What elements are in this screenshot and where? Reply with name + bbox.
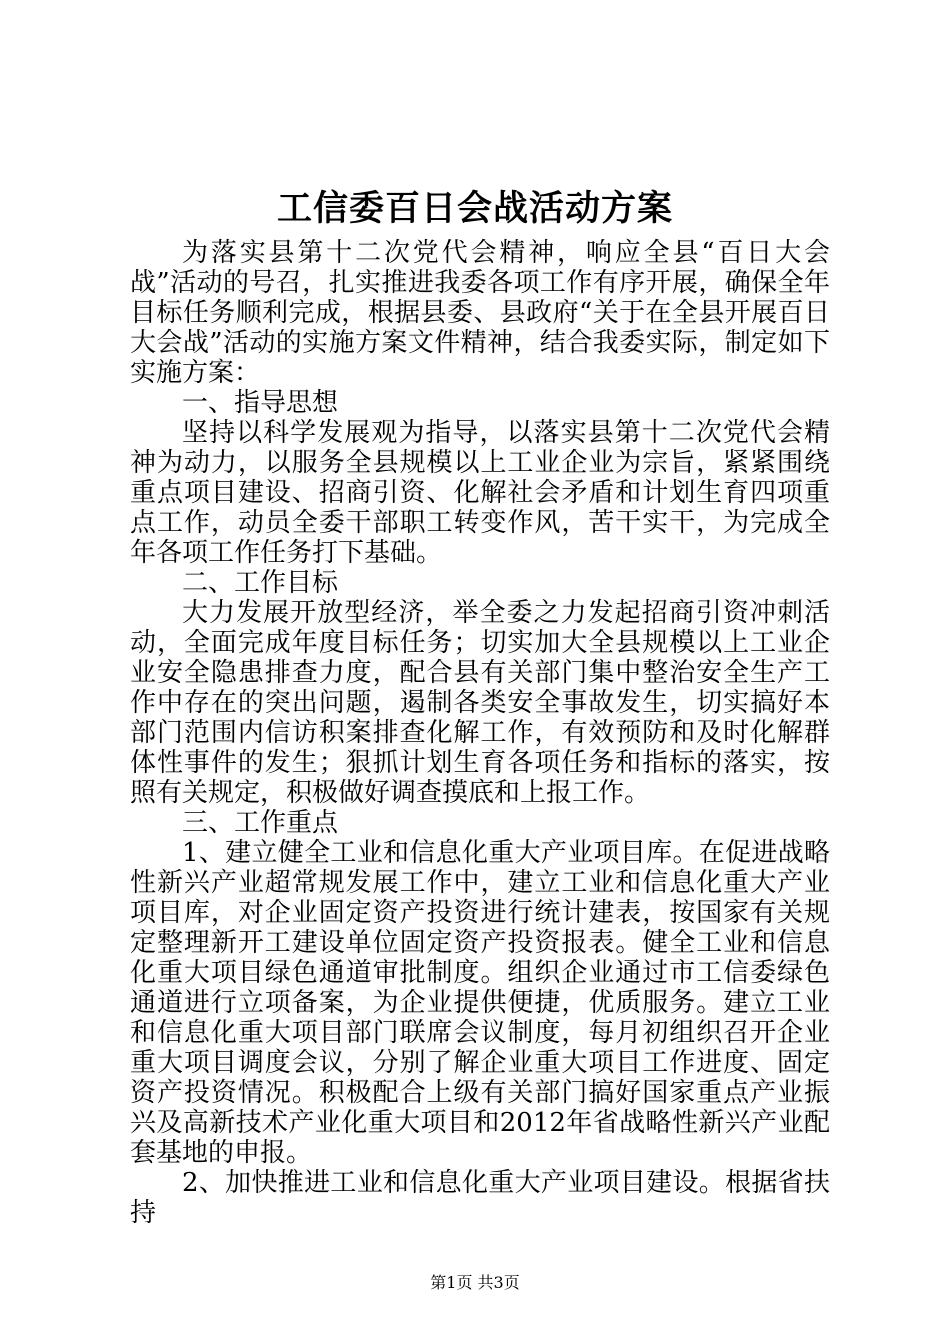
intro-paragraph: 为落实县第十二次党代会精神，响应全县“百日大会战”活动的号召，扎实推进我委各项工作有序开展，确保全年目标任务顺利完成，根据县委、县政府“关于在全县开展百日大会战”活动的实施方案文件精神，结合我委实际，制定如下实施方案： [130,238,830,388]
guiding-ideology-paragraph: 坚持以科学发展观为指导，以落实县第十二次党代会精神为动力，以服务全县规模以上工业企业为宗旨，紧紧围绕重点项目建设、招商引资、化解社会矛盾和计划生育四项重点工作，动员全委干部职工转变作风，苦干实干，为完成全年各项工作任务打下基础。 [130,418,830,568]
document-title: 工信委百日会战活动方案 [276,188,673,229]
section-heading-key-work: 三、工作重点 [182,808,339,838]
work-goals-paragraph: 大力发展开放型经济，举全委之力发起招商引资冲刺活动，全面完成年度目标任务；切实加大全县规模以上工业企业安全隐患排查力度，配合县有关部门集中整治安全生产工作中存在的突出问题，遏制各类安全事故发生，切实搞好本部门范围内信访积案排查化解工作，有效预防和及时化解群体性事件的发生；狠抓计划生育各项任务和指标的落实，按照有关规定，积极做好调查摸底和上报工作。 [130,598,830,808]
page-footer: 第1页 共3页 [430,1273,520,1292]
section-heading-guiding-ideology: 一、指导思想 [182,388,339,418]
key-work-item-2: 2、加快推进工业和信息化重大产业项目建设。根据省扶持 [130,1168,830,1228]
section-heading-work-goals: 二、工作目标 [182,568,339,598]
document-body [130,238,830,1228]
key-work-item-1: 1、建立健全工业和信息化重大产业项目库。在促进战略性新兴产业超常规发展工作中，建立工业和信息化重大产业项目库，对企业固定资产投资进行统计建表，按国家有关规定整理新开工建设单位固定资产投资报表。健全工业和信息化重大项目绿色通道审批制度。组织企业通过市工信委绿色通道进行立项备案，为企业提供便捷，优质服务。建立工业和信息化重大项目部门联席会议制度，每月初组织召开企业重大项目调度会议，分别了解企业重大项目工作进度、固定资产投资情况。积极配合上级有关部门搞好国家重点产业振兴及高新技术产业化重大项目和2012年省战略性新兴产业配套基地的申报。 [130,838,830,1168]
